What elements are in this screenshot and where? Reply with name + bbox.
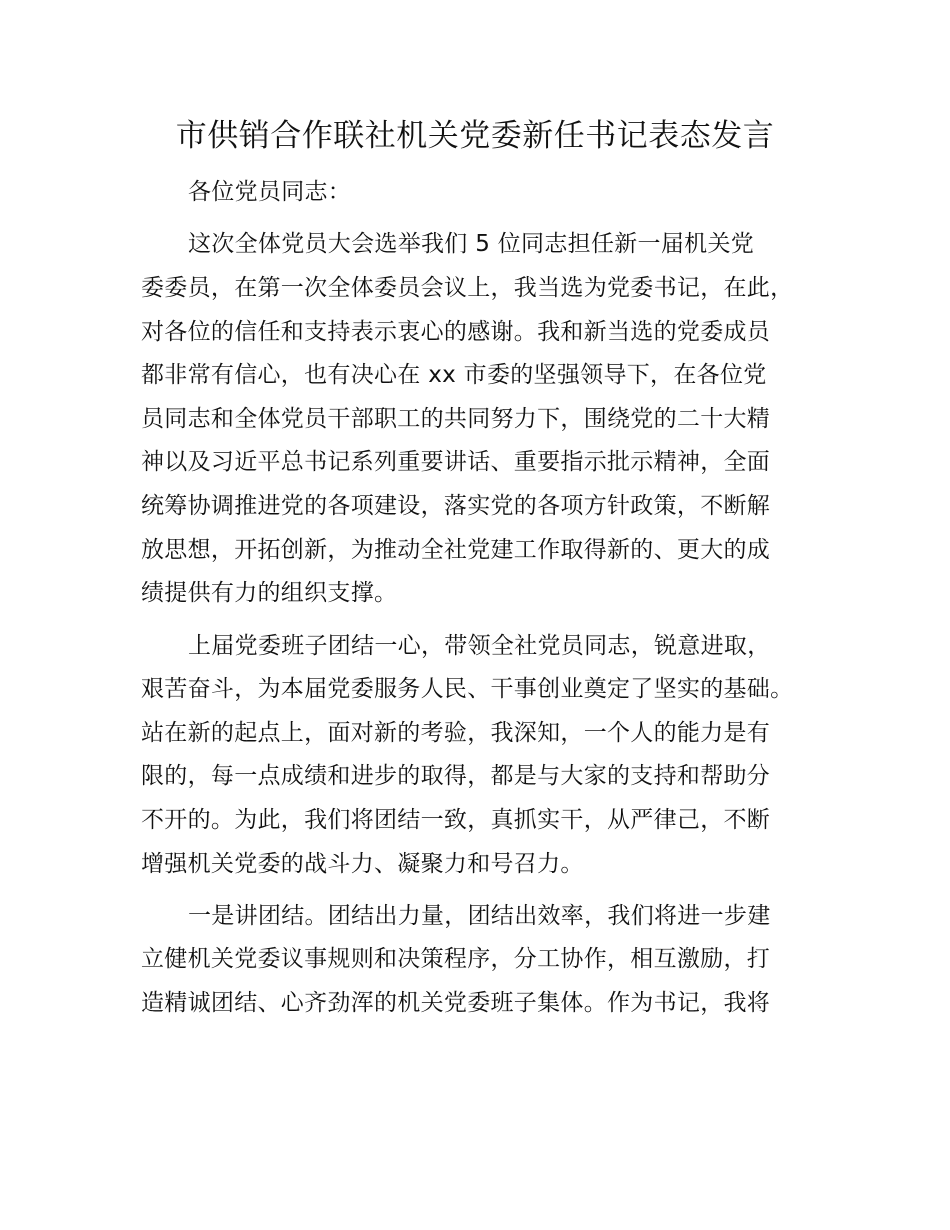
paragraph-line: 统筹协调推进党的各项建设，落实党的各项方针政策，不断解	[141, 493, 771, 519]
paragraph-line: 站在新的起点上，面对新的考验，我深知，一个人的能力是有	[141, 720, 771, 746]
paragraph-line: 委委员，在第一次全体委员会议上，我当选为党委书记，在此，	[141, 275, 794, 301]
paragraph-line: 立健机关党委议事规则和决策程序，分工协作，相互激励，打	[141, 946, 771, 972]
paragraph-line: 员同志和全体党员干部职工的共同努力下，围绕党的二十大精	[141, 406, 771, 432]
paragraph-line: 增强机关党委的战斗力、凝聚力和号召力。	[141, 851, 584, 877]
paragraph-line: 绩提供有力的组织支撑。	[141, 580, 398, 606]
paragraph-line: 限的，每一点成绩和进步的取得，都是与大家的支持和帮助分	[141, 763, 771, 789]
paragraph-line: 都非常有信心，也有决心在 xx 市委的坚强领导下，在各位党	[141, 362, 767, 388]
paragraph-line: 艰苦奋斗，为本届党委服务人民、干事创业奠定了坚实的基础。	[141, 676, 794, 702]
paragraph-line: 这次全体党员大会选举我们 5 位同志担任新一届机关党	[188, 231, 755, 257]
paragraph-line: 神以及习近平总书记系列重要讲话、重要指示批示精神，全面	[141, 449, 771, 475]
paragraph-line: 一是讲团结。团结出力量，团结出效率，我们将进一步建	[188, 903, 771, 929]
document-title: 市供销合作联社机关党委新任书记表态发言	[175, 118, 775, 154]
paragraph-line: 放思想，开拓创新，为推动全社党建工作取得新的、更大的成	[141, 537, 771, 563]
paragraph-line: 对各位的信任和支持表示衷心的感谢。我和新当选的党委成员	[141, 319, 771, 345]
paragraph-line: 不开的。为此，我们将团结一致，真抓实干，从严律己，不断	[141, 807, 771, 833]
salutation: 各位党员同志：	[188, 179, 352, 205]
paragraph-line: 造精诚团结、心齐劲浑的机关党委班子集体。作为书记，我将	[141, 990, 771, 1016]
paragraph-line: 上届党委班子团结一心，带领全社党员同志，锐意进取，	[188, 633, 771, 659]
